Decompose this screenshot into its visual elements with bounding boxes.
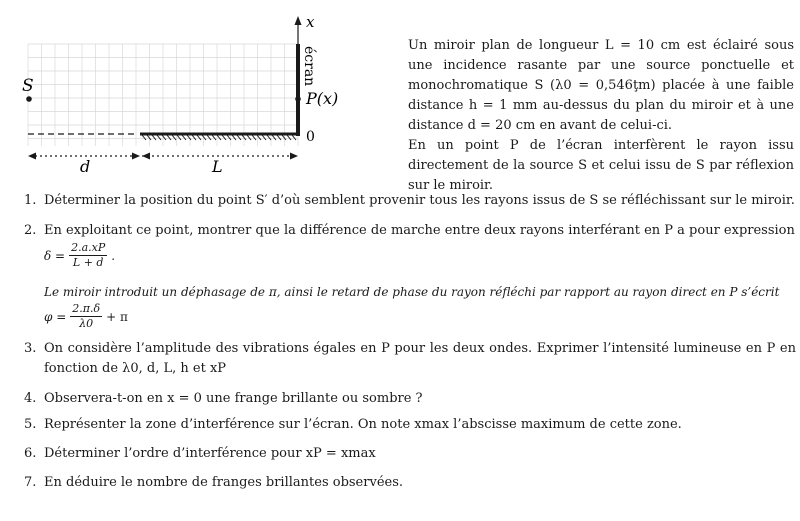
formula-lhs: δ = xyxy=(44,248,66,263)
hatch-mark xyxy=(167,135,171,140)
fraction xyxy=(70,302,102,331)
fraction-numerator: 2.π.δ xyxy=(72,302,101,315)
question-note: Le miroir introduit un déphasage de π, ainsi le retard de phase du rayon réfléchi par rapport au rayon direct en P s’écrit xyxy=(44,285,780,299)
fraction-numerator: 2.a.xP xyxy=(71,241,106,254)
hatch-mark xyxy=(217,135,221,140)
question-text: Observera-t-on en x = 0 une frange brillante ou sombre ? xyxy=(44,391,423,406)
path-difference-formula xyxy=(44,241,115,270)
hatch-mark xyxy=(282,135,286,140)
phase-formula xyxy=(44,302,128,331)
L-arrow-left xyxy=(142,153,150,160)
hatch-mark xyxy=(157,135,161,140)
hatch-mark xyxy=(262,135,266,140)
hatch-mark xyxy=(232,135,236,140)
point-p xyxy=(295,96,301,102)
optics-figure xyxy=(0,0,400,185)
question-text: Déterminer l’ordre d’interférence pour xP = xmax xyxy=(44,446,376,461)
hatch-mark xyxy=(177,135,181,140)
hatch-mark xyxy=(202,135,206,140)
question-number: 6. xyxy=(24,446,37,461)
question-text: Déterminer la position du point S′ d’où semblent provenir tous les rayons issus de S se réfléchissant sur le miroir. xyxy=(44,193,795,208)
axis-label: x xyxy=(306,13,315,31)
mirror-hatching xyxy=(142,135,296,140)
intro-paragraph-2: En un point P de l’écran interfèrent le rayon issu directement de la source S et celui issu de S par réflexion sur le miroir. xyxy=(408,138,794,193)
hatch-mark xyxy=(172,135,176,140)
hatch-mark xyxy=(182,135,186,140)
d-arrow-right xyxy=(132,153,140,160)
problem-statement xyxy=(408,36,794,196)
d-label: d xyxy=(80,157,91,176)
fraction xyxy=(69,241,107,270)
d-arrow-left xyxy=(28,153,36,160)
question-number: 5. xyxy=(24,417,37,432)
hatch-mark xyxy=(272,135,276,140)
question-number: 3. xyxy=(24,341,37,356)
hatch-mark xyxy=(247,135,251,140)
hatch-mark xyxy=(237,135,241,140)
hatch-mark xyxy=(197,135,201,140)
hatch-mark xyxy=(212,135,216,140)
question-number: 1. xyxy=(24,193,37,208)
intro-paragraph-1: Un miroir plan de longueur L = 10 cm est éclairé sous une incidence rasante par une source ponctuelle et monochromatique S (λ0 = 0,546ţm) placée à une faible distance h = 1 mm au-dessus du plan du miroir et à une distance d = 20 cm en avant de celui-ci. xyxy=(408,38,794,133)
formula-tail: . xyxy=(111,248,116,263)
formula-lhs: φ = xyxy=(44,309,67,324)
hatch-mark xyxy=(192,135,196,140)
point-label: P(x) xyxy=(306,89,339,108)
question-number: 2. xyxy=(24,223,37,238)
hatch-mark xyxy=(187,135,191,140)
hatch-mark xyxy=(207,135,211,140)
question-text: En déduire le nombre de franges brillantes observées. xyxy=(44,475,404,490)
formula-tail: + π xyxy=(106,309,128,324)
L-label: L xyxy=(212,157,223,176)
background-grid xyxy=(28,44,298,146)
origin-label: 0 xyxy=(306,129,315,145)
hatch-mark xyxy=(152,135,156,140)
hatch-mark xyxy=(292,135,296,140)
hatch-mark xyxy=(142,135,146,140)
question-number: 4. xyxy=(24,391,37,406)
hatch-mark xyxy=(147,135,151,140)
question-number: 7. xyxy=(24,475,37,490)
hatch-mark xyxy=(252,135,256,140)
hatch-mark xyxy=(287,135,291,140)
fraction-denominator: λ0 xyxy=(79,317,94,330)
hatch-mark xyxy=(277,135,281,140)
source-point xyxy=(26,96,32,102)
hatch-mark xyxy=(267,135,271,140)
x-axis-arrowhead xyxy=(295,16,302,25)
L-arrow-right xyxy=(290,153,298,160)
hatch-mark xyxy=(222,135,226,140)
question-text: Représenter la zone d’interférence sur l’écran. On note xmax l’abscisse maximum de cette zone. xyxy=(44,417,682,432)
source-label: S xyxy=(22,76,34,96)
hatch-mark xyxy=(162,135,166,140)
screen-label: écran xyxy=(301,46,317,87)
fraction-denominator: L + d xyxy=(72,256,104,269)
question-text: On considère l’amplitude des vibrations égales en P pour les deux ondes. Exprimer l’intensité lumineuse en P en fonction de λ0, d, L, h et xP xyxy=(44,341,796,376)
question-text: En exploitant ce point, montrer que la différence de marche entre deux rayons interférant en P a pour expression xyxy=(44,223,795,238)
